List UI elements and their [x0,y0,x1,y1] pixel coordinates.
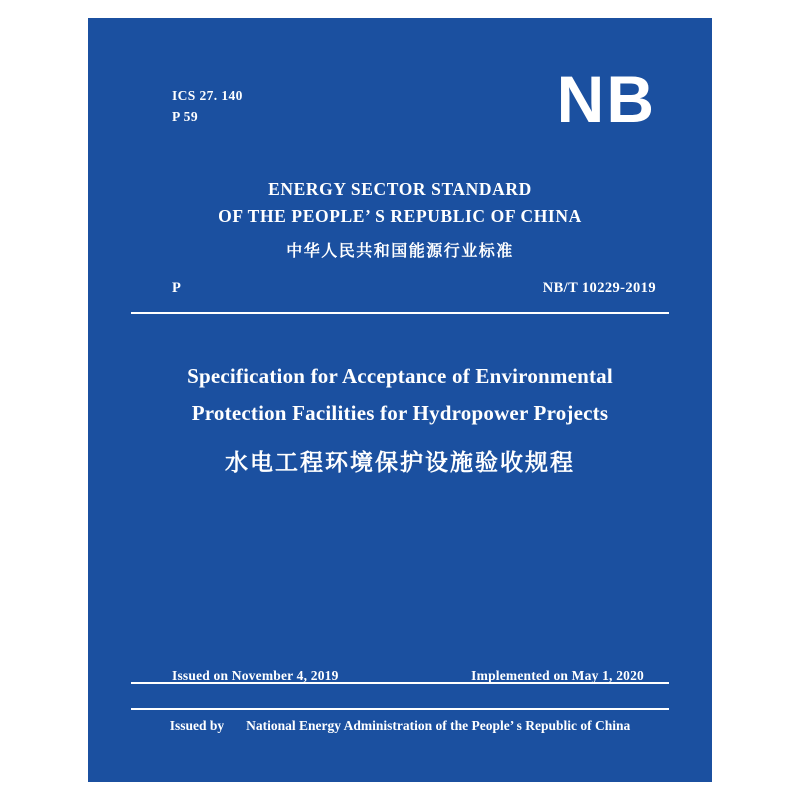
issuer-organization: National Energy Administration of the People’ s Republic of China [246,718,631,733]
standard-heading-line1: ENERGY SECTOR STANDARD [268,179,532,199]
standard-heading-line2: OF THE PEOPLE’ S REPUBLIC OF CHINA [218,206,582,227]
issue-date: Issued on November 4, 2019 [172,668,339,683]
standard-number: NB/T 10229-2019 [542,280,656,296]
implementation-date: Implemented on May 1, 2020 [471,668,644,683]
classification-code: P 59 [172,108,198,124]
ics-code: ICS 27. 140 [172,88,243,103]
category-code: P [172,280,182,296]
title-english-line2: Protection Facilities for Hydropower Projects [191,400,609,425]
divider-bottom-lower [131,708,669,710]
issuer-label: Issued by [169,718,225,733]
dates-row [172,668,644,684]
title-english-line1: Specification for Acceptance of Environmental [187,364,613,388]
standard-cover [88,18,712,782]
ics-code-block [172,86,243,128]
designation-row [172,280,656,297]
nb-logo: NB [556,62,656,136]
standard-heading [88,176,712,261]
title-chinese: 水电工程环境保护设施验收规程 [225,449,575,475]
issuer-row [88,717,712,735]
divider-top [131,312,669,314]
standard-heading-chinese: 中华人民共和国能源行业标准 [286,243,514,261]
title-block [88,358,712,477]
